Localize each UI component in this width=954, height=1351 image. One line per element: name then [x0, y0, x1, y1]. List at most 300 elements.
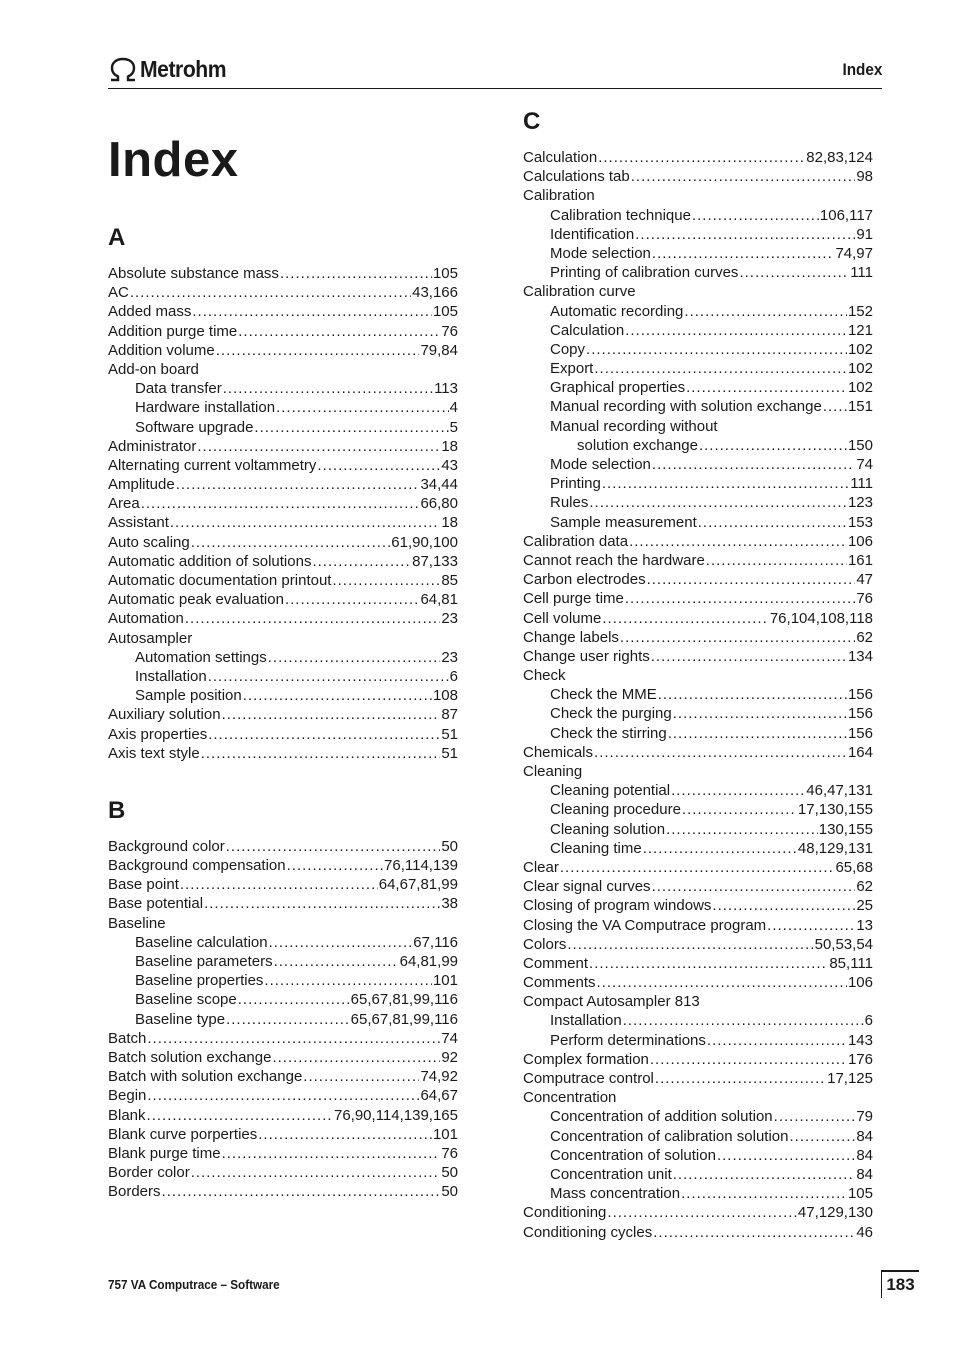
dot-leader: [208, 667, 449, 686]
index-entry: [523, 724, 873, 743]
page-reference: 84: [856, 1146, 873, 1164]
index-entry: [523, 896, 873, 915]
page-reference: 87,133: [412, 552, 458, 570]
dot-leader: [567, 935, 813, 954]
index-term: Computrace control: [523, 1070, 654, 1087]
index-term: Cleaning time: [550, 839, 642, 857]
page-reference: 43: [441, 456, 458, 474]
page-reference: 51: [441, 744, 458, 762]
index-term: Check the stirring: [550, 724, 667, 742]
index-entry: [523, 1127, 873, 1146]
dot-leader: [652, 455, 855, 474]
page-reference: 102: [847, 360, 873, 378]
index-term: Blank purge time: [108, 1144, 221, 1162]
index-entry: [523, 436, 873, 455]
index-entry: [523, 244, 873, 263]
index-entry: [523, 1050, 873, 1069]
index-term: Calibration: [523, 187, 595, 205]
index-term: Colors: [523, 935, 567, 953]
index-entry: [108, 667, 458, 686]
dot-leader: [274, 952, 399, 971]
page-reference: 74: [441, 1029, 458, 1047]
footer-document-title: 757 VA Computrace – Software: [108, 1277, 280, 1292]
dot-leader: [597, 973, 847, 992]
index-term: Complex formation: [523, 1050, 649, 1068]
index-term: Auto scaling: [108, 533, 190, 551]
index-term: Addition volume: [108, 341, 215, 359]
index-term: Check the purging: [550, 705, 672, 723]
page-reference: 111: [850, 264, 873, 282]
index-entry: [108, 629, 458, 648]
section-letter-c: C: [523, 108, 541, 135]
index-entry: [108, 648, 458, 667]
index-term: Assistant: [108, 514, 169, 532]
page-reference: 79: [856, 1108, 873, 1126]
index-term: Cleaning: [523, 763, 583, 780]
index-term: Administrator: [108, 437, 197, 455]
index-entry: [108, 1144, 458, 1163]
index-term: Automatic documentation printout: [108, 572, 332, 589]
index-term: Blank curve porperties: [108, 1125, 258, 1143]
index-entry: [108, 590, 458, 609]
dot-leader: [629, 532, 847, 551]
index-entry: [523, 570, 873, 589]
dot-leader: [254, 418, 448, 437]
index-entry: [108, 283, 458, 302]
dot-leader: [197, 437, 440, 456]
page-reference: 161: [847, 551, 873, 569]
page-reference: 150: [847, 436, 873, 454]
dot-leader: [623, 1011, 864, 1030]
index-term: Cell volume: [523, 609, 602, 627]
page-reference: 143: [847, 1031, 873, 1049]
index-term: Background compensation: [108, 857, 286, 875]
index-term: Rules: [550, 494, 589, 512]
page-reference: 98: [856, 168, 873, 186]
dot-leader: [226, 1010, 350, 1029]
page-reference: 76: [441, 322, 458, 340]
page-reference: 106: [847, 974, 873, 992]
index-term: Concentration unit: [550, 1165, 672, 1183]
dot-leader: [332, 571, 440, 590]
index-term: Concentration of calibration solution: [550, 1127, 789, 1145]
dot-leader: [706, 551, 847, 570]
index-entry: [523, 1031, 873, 1050]
index-term: Calibration technique: [550, 206, 691, 224]
index-term: Concentration: [523, 1089, 617, 1107]
index-term: Data transfer: [135, 380, 222, 398]
index-entry: [523, 455, 873, 474]
dot-leader: [643, 839, 797, 858]
index-entry: [108, 437, 458, 456]
index-entry: [108, 971, 458, 990]
index-term: Begin: [108, 1087, 147, 1105]
index-term: Borders: [108, 1183, 161, 1201]
page-reference: 106,117: [819, 206, 873, 224]
index-entry: [108, 952, 458, 971]
index-term: Software upgrade: [135, 418, 254, 436]
index-entry: [523, 551, 873, 570]
dot-leader: [191, 533, 391, 552]
index-term: Automatic addition of solutions: [108, 552, 312, 570]
page-reference: 123: [847, 494, 873, 512]
index-entry: [108, 360, 458, 379]
index-entry: [523, 1165, 873, 1184]
index-term: Baseline type: [135, 1010, 226, 1028]
index-entry: [523, 474, 873, 493]
index-term: Manual recording with solution exchange: [550, 398, 822, 416]
index-entry: [108, 705, 458, 724]
page-reference: 151: [847, 398, 873, 416]
index-entry: [108, 1163, 458, 1182]
index-term: Border color: [108, 1164, 190, 1182]
page-reference: 65,67,81,99,116: [350, 991, 458, 1009]
dot-leader: [223, 379, 433, 398]
index-term: Base potential: [108, 895, 204, 913]
page-reference: 50: [441, 1183, 458, 1201]
dot-leader: [216, 341, 420, 360]
index-term: Automatic recording: [550, 302, 684, 320]
dot-leader: [287, 856, 383, 875]
section-letter-b: B: [108, 796, 126, 824]
dot-leader: [666, 820, 818, 839]
dot-leader: [147, 1029, 440, 1048]
index-term: Closing of program windows: [523, 897, 712, 915]
index-term: Export: [550, 360, 594, 378]
dot-leader: [272, 1048, 440, 1067]
index-term: Baseline properties: [135, 972, 264, 990]
index-term: Installation: [550, 1012, 622, 1030]
index-entry: [108, 1106, 458, 1125]
dot-leader: [238, 322, 440, 341]
index-term: Area: [108, 495, 140, 513]
page-reference: 5: [449, 418, 458, 436]
dot-leader: [180, 875, 378, 894]
index-term: Alternating current voltammetry: [108, 456, 317, 474]
index-term: Comment: [523, 954, 589, 972]
dot-leader: [631, 167, 856, 186]
dot-leader: [222, 705, 441, 724]
dot-leader: [647, 570, 856, 589]
page-reference: 62: [856, 628, 873, 646]
index-term: Carbon electrodes: [523, 571, 646, 589]
index-entry: [523, 609, 873, 628]
index-term: Cleaning potential: [550, 782, 671, 800]
index-entry: [108, 1048, 458, 1067]
index-term: Concentration of solution: [550, 1146, 716, 1164]
index-entry: [523, 781, 873, 800]
index-entry: [523, 628, 873, 647]
page-reference: 156: [847, 705, 873, 723]
index-term: Baseline calculation: [135, 933, 268, 951]
index-entry: [108, 686, 458, 705]
index-term: Comments: [523, 974, 596, 992]
index-term: Change user rights: [523, 647, 650, 665]
page-reference: 38: [441, 895, 458, 913]
page-reference: 43,166: [412, 284, 458, 302]
index-entry: [108, 398, 458, 417]
index-list-b: [108, 837, 458, 1202]
dot-leader: [226, 837, 441, 856]
dot-leader: [673, 704, 847, 723]
page-reference: 130,155: [818, 820, 873, 838]
index-term: Perform determinations: [550, 1031, 706, 1049]
dot-leader: [147, 1106, 333, 1125]
dot-leader: [607, 1203, 797, 1222]
omega-icon: [108, 57, 138, 83]
page-reference: 121: [847, 321, 873, 339]
index-term: Copy: [550, 340, 586, 358]
index-term: Identification: [550, 225, 635, 243]
dot-leader: [698, 513, 847, 532]
page-reference: 6: [864, 1012, 873, 1030]
page-reference: 164: [847, 743, 873, 761]
dot-leader: [317, 456, 440, 475]
dot-leader: [673, 1165, 856, 1184]
dot-leader: [717, 1146, 855, 1165]
dot-leader: [602, 474, 849, 493]
page-reference: 61,90,100: [391, 533, 458, 551]
index-term: AC: [108, 284, 129, 302]
dot-leader: [625, 321, 847, 340]
dot-leader: [208, 725, 440, 744]
index-entry: [108, 725, 458, 744]
dot-leader: [276, 398, 449, 417]
index-term: Absolute substance mass: [108, 265, 279, 282]
index-list-a: [108, 264, 458, 763]
dot-leader: [692, 206, 819, 225]
page-reference: 47: [856, 571, 873, 589]
page-reference: 76,104,108,118: [769, 609, 873, 627]
index-entry: [523, 877, 873, 896]
dot-leader: [130, 283, 411, 302]
index-entry: [108, 533, 458, 552]
page-reference: 64,81: [420, 591, 458, 609]
page-reference: 105: [847, 1185, 873, 1203]
index-entry: [108, 475, 458, 494]
page-reference: 50: [441, 837, 458, 855]
index-entry: [523, 206, 873, 225]
dot-leader: [594, 743, 847, 762]
dot-leader: [684, 302, 847, 321]
index-term: Sample position: [135, 687, 242, 705]
page-reference: 67,116: [413, 933, 458, 951]
dot-leader: [222, 1144, 441, 1163]
page-reference: 153: [847, 513, 873, 531]
dot-leader: [823, 397, 847, 416]
page-reference: 6: [449, 667, 458, 685]
index-term: Mass concentration: [550, 1185, 681, 1203]
page-reference: 64,81,99: [399, 953, 458, 970]
index-term: Change labels: [523, 628, 619, 646]
index-entry: [523, 1146, 873, 1165]
page-number: 183: [881, 1270, 919, 1298]
index-entry: [108, 1086, 458, 1105]
index-term: Base point: [108, 876, 179, 894]
page-reference: 23: [441, 648, 458, 666]
index-entry: [108, 1029, 458, 1048]
index-term: Compact Autosampler 813: [523, 993, 700, 1011]
dot-leader: [651, 647, 847, 666]
index-term: Mode selection: [550, 456, 651, 473]
page-reference: 102: [847, 340, 873, 358]
page-reference: 4: [449, 399, 458, 417]
page-reference: 18: [441, 437, 458, 455]
page-reference: 79,84: [420, 341, 458, 359]
index-term: Addition purge time: [108, 322, 238, 340]
dot-leader: [560, 858, 835, 877]
index-entry: [108, 379, 458, 398]
index-entry: [108, 1067, 458, 1086]
page-reference: 65,67,81,99,116: [350, 1010, 458, 1028]
page-reference: 76: [856, 590, 873, 608]
index-term: Hardware installation: [135, 399, 276, 417]
index-column-right: [523, 104, 873, 1242]
index-term: Check: [523, 667, 566, 685]
page-reference: 113: [434, 380, 458, 398]
page-reference: 18: [441, 514, 458, 532]
index-term: Manual recording without: [550, 417, 718, 435]
index-term: Cannot reach the hardware: [523, 551, 705, 569]
dot-leader: [238, 990, 350, 1009]
dot-leader: [699, 436, 847, 455]
index-term: Automatic peak evaluation: [108, 591, 284, 609]
page-reference: 46,47,131: [806, 782, 873, 800]
index-term: Automation settings: [135, 648, 267, 666]
index-entry: [523, 762, 873, 781]
index-entry: [523, 992, 873, 1011]
page-reference: 101: [432, 1125, 458, 1143]
dot-leader: [185, 609, 440, 628]
index-column-left: [108, 220, 458, 1201]
page-reference: 156: [847, 724, 873, 742]
index-entry: [523, 800, 873, 819]
index-entry: [523, 1107, 873, 1126]
dot-leader: [285, 590, 420, 609]
index-entry: [523, 148, 873, 167]
page-reference: 62: [856, 878, 873, 896]
index-entry: [108, 552, 458, 571]
dot-leader: [303, 1067, 419, 1086]
index-term: Blank: [108, 1106, 146, 1124]
index-entry: [108, 990, 458, 1009]
page-reference: 46: [856, 1223, 873, 1241]
index-entry: [108, 264, 458, 283]
page-reference: 48,129,131: [797, 839, 873, 857]
index-term: Conditioning: [523, 1204, 607, 1222]
index-term: Closing the VA Computrace program: [523, 916, 767, 934]
index-entry: [523, 743, 873, 762]
index-term: Sample measurement: [550, 513, 697, 531]
page-reference: 51: [441, 725, 458, 743]
index-term: Cleaning procedure: [550, 801, 681, 819]
index-entry: [523, 1223, 873, 1242]
page-reference: 17,125: [827, 1070, 873, 1087]
dot-leader: [650, 1050, 847, 1069]
page-reference: 92: [441, 1048, 458, 1066]
dot-leader: [681, 1184, 847, 1203]
index-entry: [523, 704, 873, 723]
dot-leader: [280, 264, 432, 283]
index-entry: [523, 666, 873, 685]
index-entry: [523, 858, 873, 877]
index-entry: [523, 839, 873, 858]
index-entry: [523, 493, 873, 512]
page-reference: 105: [432, 303, 458, 321]
index-term: Baseline parameters: [135, 953, 273, 970]
page-reference: 76: [441, 1144, 458, 1162]
index-entry: [108, 609, 458, 628]
section-letter-a: A: [108, 224, 126, 251]
dot-leader: [789, 1127, 855, 1146]
dot-leader: [652, 244, 835, 263]
running-header: Index: [842, 60, 882, 79]
page-reference: 34,44: [420, 476, 458, 494]
index-entry: [108, 513, 458, 532]
index-entry: [523, 1184, 873, 1203]
dot-leader: [192, 302, 432, 321]
page-header: [108, 52, 882, 89]
dot-leader: [243, 686, 432, 705]
dot-leader: [258, 1125, 432, 1144]
index-entry: [108, 914, 458, 933]
index-entry: [523, 340, 873, 359]
page-reference: 152: [847, 302, 873, 320]
index-term: Added mass: [108, 303, 192, 321]
index-term: Baseline: [108, 914, 166, 932]
index-entry: [523, 1011, 873, 1030]
page-title: Index: [108, 133, 239, 187]
dot-leader: [668, 724, 847, 743]
index-term: Calibration data: [523, 532, 629, 550]
page-reference: 13: [856, 916, 873, 934]
page-reference: 85,111: [829, 954, 873, 972]
index-term: Mode selection: [550, 244, 651, 262]
index-term: Calculation: [523, 149, 598, 166]
index-term: Calculations tab: [523, 168, 630, 186]
index-entry: [523, 954, 873, 973]
index-entry: [108, 1010, 458, 1029]
index-entry: [523, 589, 873, 608]
index-entry: [523, 359, 873, 378]
dot-leader: [653, 1223, 855, 1242]
index-entry: [523, 263, 873, 282]
page-reference: 85: [441, 572, 458, 589]
dot-leader: [774, 1107, 856, 1126]
page-reference: 176: [847, 1050, 873, 1068]
index-term: Calibration curve: [523, 283, 636, 301]
page-reference: 76,90,114,139,165: [333, 1106, 458, 1124]
index-term: Cleaning solution: [550, 820, 666, 838]
index-entry: [108, 1125, 458, 1144]
index-term: Concentration of addition solution: [550, 1108, 773, 1126]
dot-leader: [620, 628, 855, 647]
page-reference: 106: [847, 532, 873, 550]
index-term: Batch solution exchange: [108, 1048, 272, 1066]
dot-leader: [312, 552, 411, 571]
index-term: Clear: [523, 858, 559, 876]
dot-leader: [147, 1086, 419, 1105]
page-reference: 156: [847, 686, 873, 704]
dot-leader: [707, 1031, 847, 1050]
page-reference: 65,68: [835, 858, 873, 876]
dot-leader: [652, 877, 856, 896]
dot-leader: [162, 1182, 441, 1201]
index-entry: [108, 744, 458, 763]
index-entry: [108, 341, 458, 360]
index-term: Batch with solution exchange: [108, 1068, 303, 1086]
index-term: Conditioning cycles: [523, 1223, 653, 1241]
